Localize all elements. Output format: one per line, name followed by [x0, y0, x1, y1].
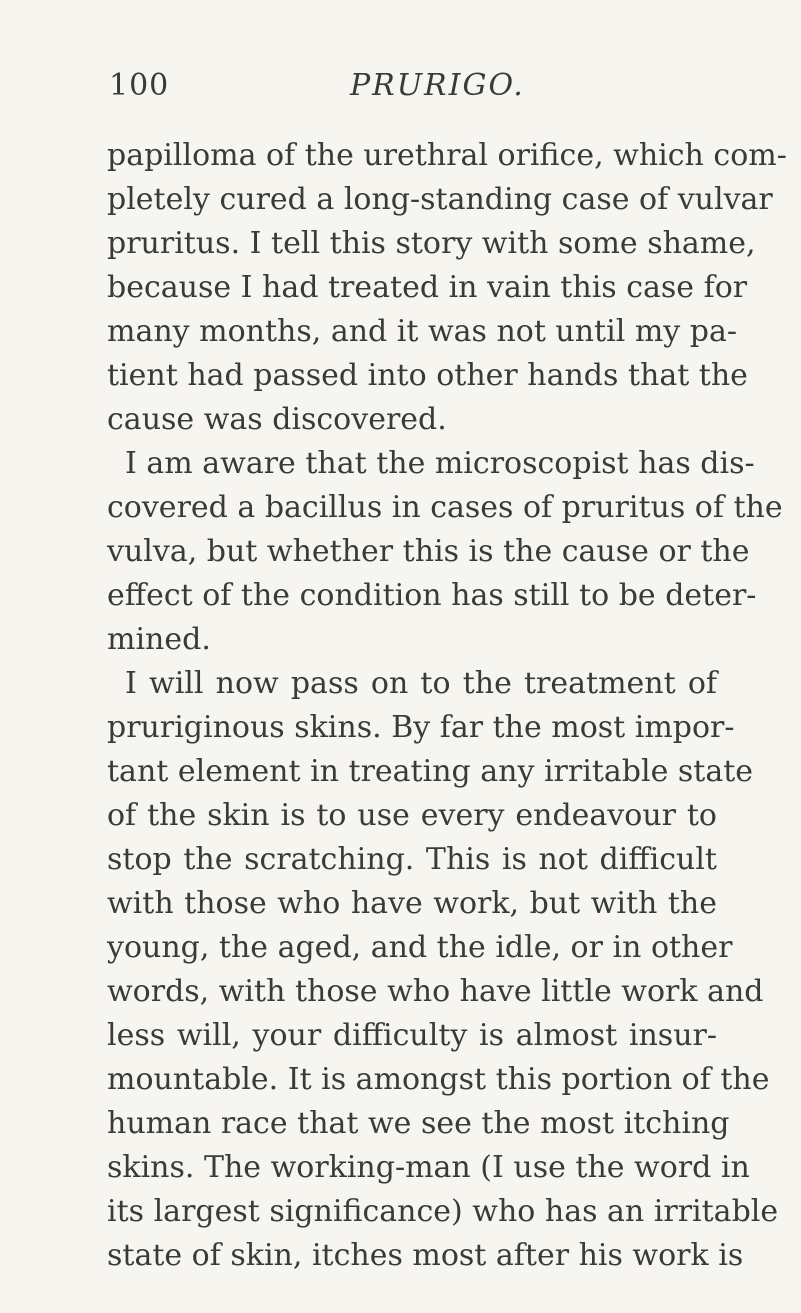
text-line: I am aware that the microscopist has dis- [125, 446, 755, 481]
text-line: many months, and it was not until my pa- [107, 314, 737, 349]
text-line: young, the aged, and the idle, or in other [107, 930, 733, 965]
running-title: PRURIGO. [350, 68, 525, 103]
text-line: less will, your difficulty is almost insur- [107, 1018, 717, 1053]
text-line: human race that we see the most itching [107, 1106, 730, 1141]
text-line: stop the scratching. This is not difficult [107, 842, 717, 877]
text-line: tient had passed into other hands that the [107, 358, 748, 393]
text-line: cause was discovered. [107, 402, 447, 437]
text-line: mountable. It is amongst this portion of the [107, 1062, 770, 1097]
text-line: state of skin, itches most after his work is [107, 1238, 744, 1273]
text-line: tant element in treating any irritable state [107, 754, 754, 789]
text-line: covered a bacillus in cases of pruritus of the [107, 490, 783, 525]
text-line: with those who have work, but with the [107, 886, 717, 921]
text-line: I will now pass on to the treatment of [125, 666, 717, 701]
running-head [109, 50, 711, 110]
text-line: because I had treated in vain this case for [107, 270, 748, 305]
text-line: pletely cured a long-standing case of vulvar [107, 182, 773, 217]
text-line: of the skin is to use every endeavour to [107, 798, 717, 833]
text-line: mined. [107, 622, 211, 657]
text-line: papilloma of the urethral orifice, which com- [107, 138, 787, 173]
text-line: skins. The working-man (I use the word in [107, 1150, 750, 1185]
body-text [107, 134, 787, 1278]
text-line: words, with those who have little work and [107, 974, 764, 1009]
text-line: effect of the condition has still to be deter- [107, 578, 757, 613]
page-number: 100 [109, 68, 170, 103]
text-line: its largest significance) who has an irritable [107, 1194, 779, 1229]
text-line: pruriginous skins. By far the most impor- [107, 710, 735, 745]
text-line: pruritus. I tell this story with some shame, [107, 226, 756, 261]
text-line: vulva, but whether this is the cause or the [107, 534, 750, 569]
